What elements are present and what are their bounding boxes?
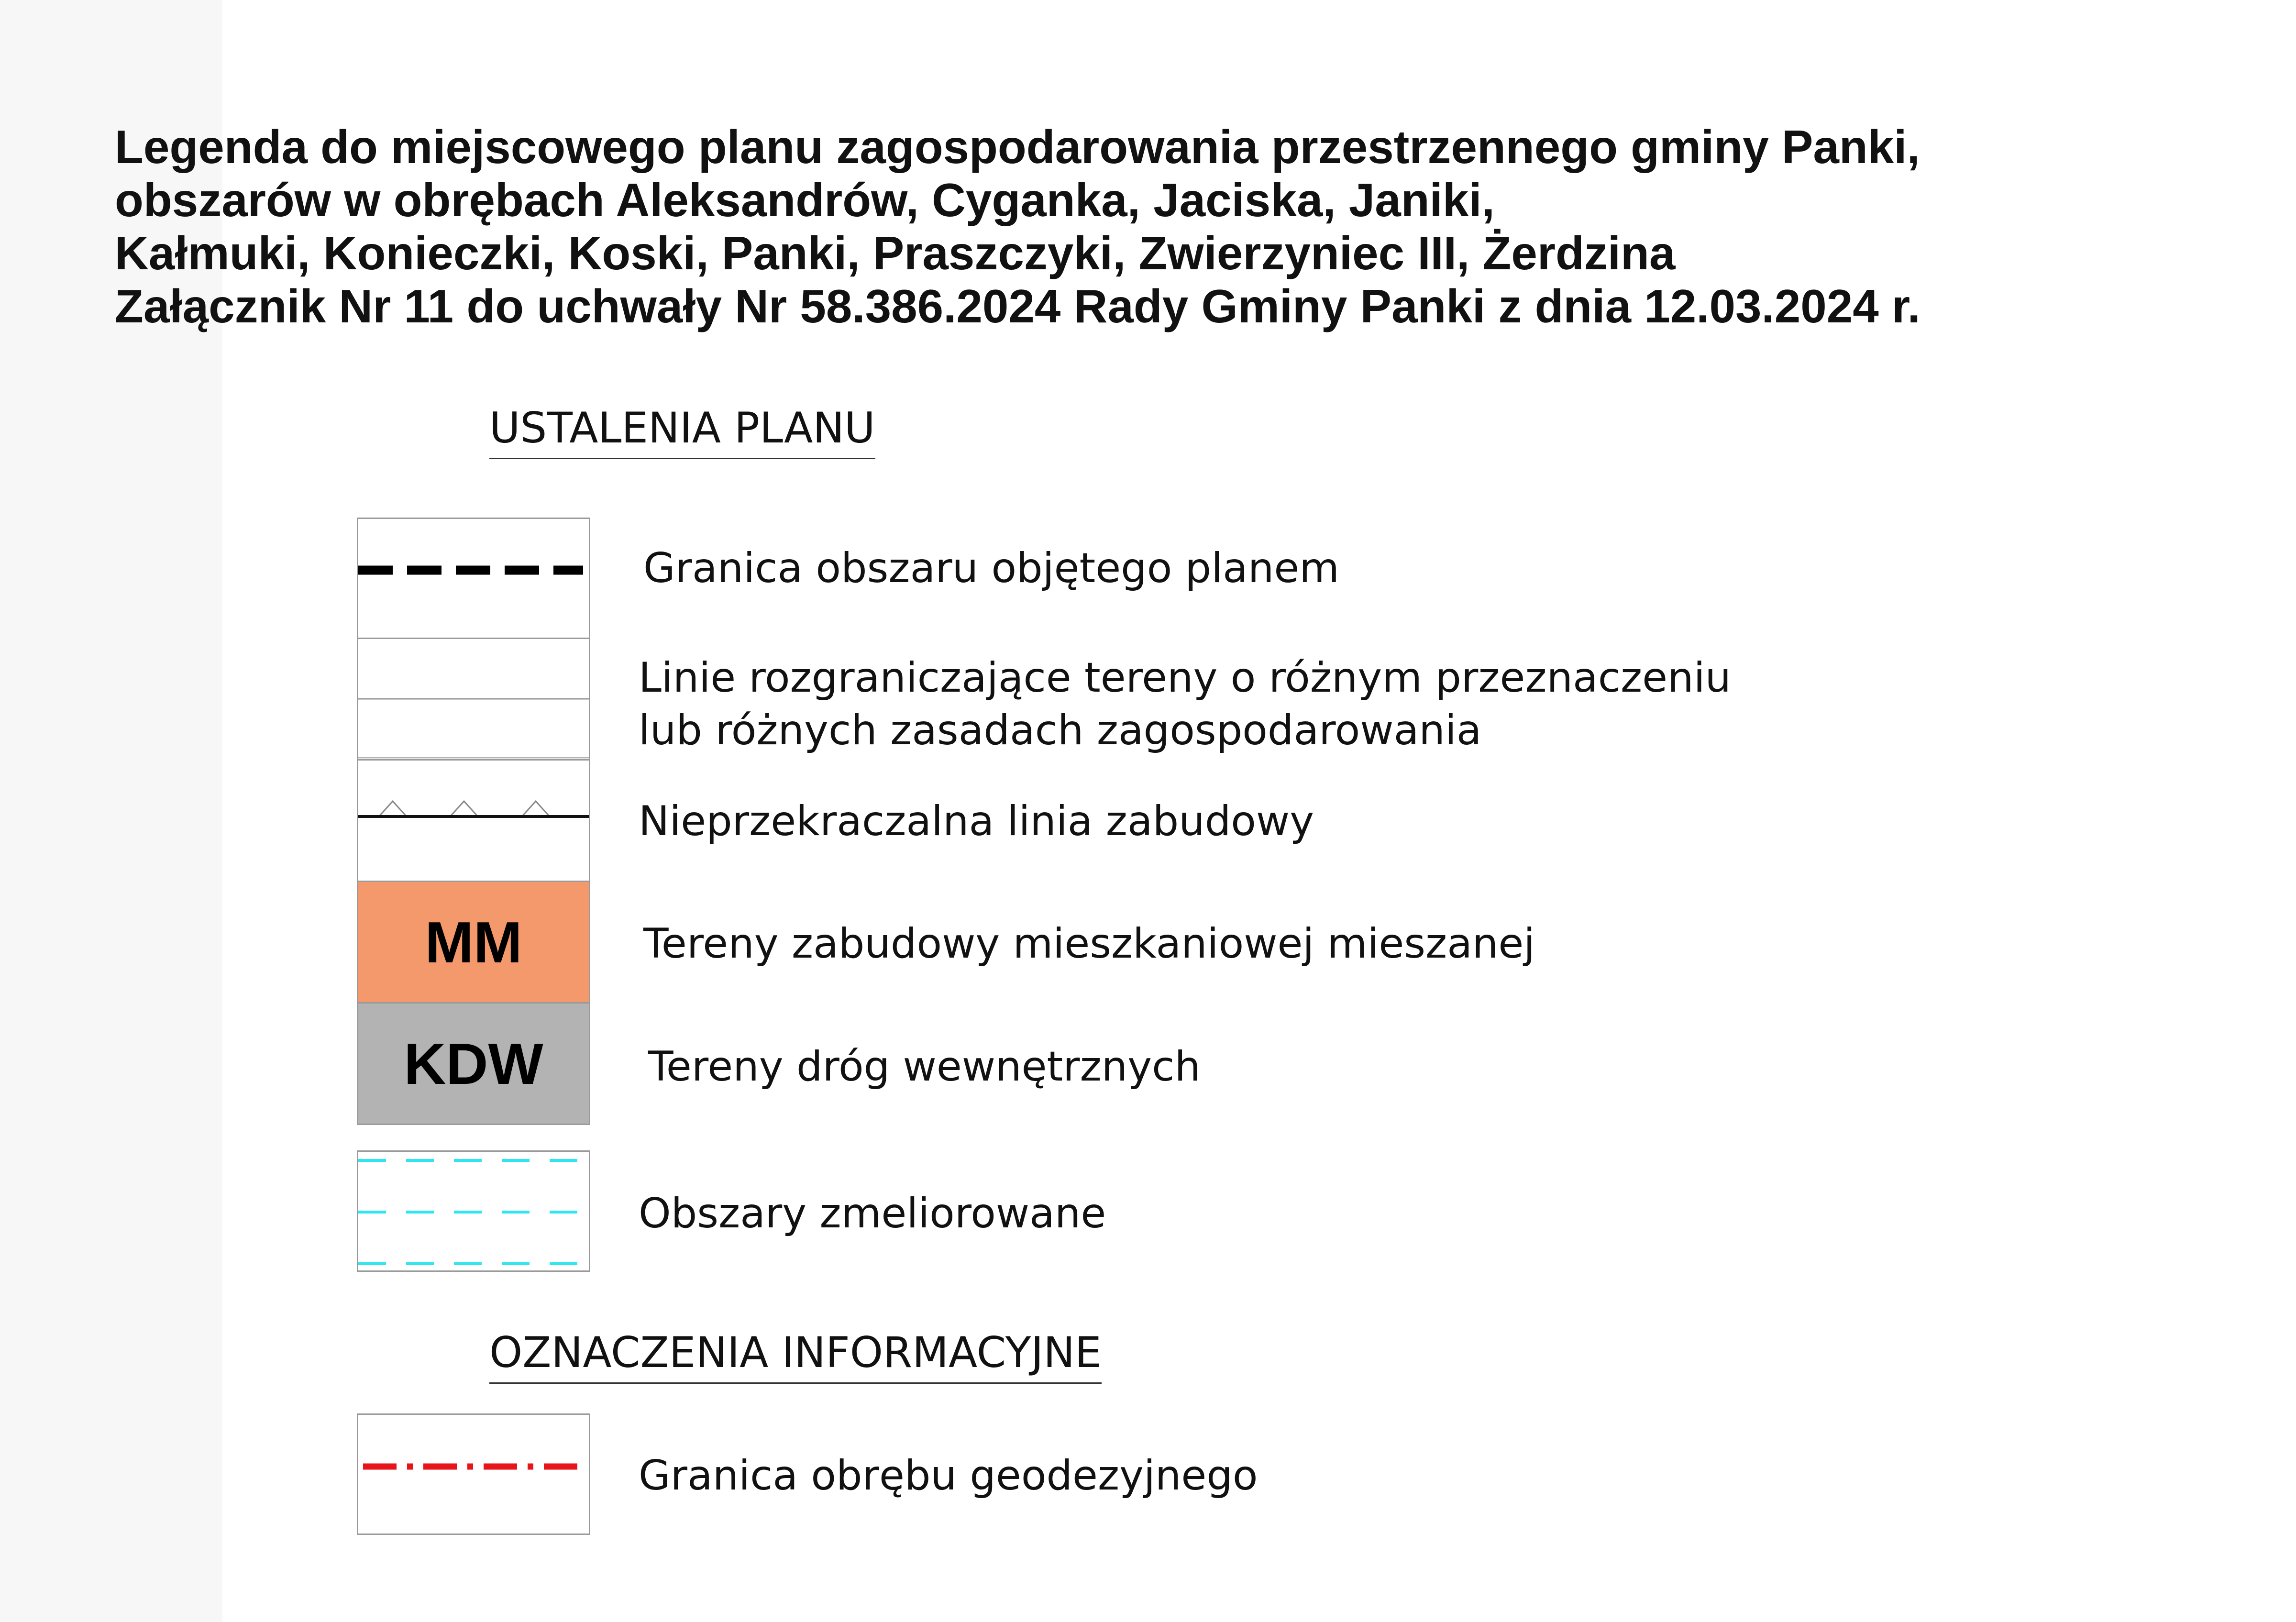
title-line-4: Załącznik Nr 11 do uchwały Nr 58.386.2024 Rady Gminy Panki z dnia 12.03.2024 r. — [115, 280, 1921, 332]
legend-label-kdw: Tereny dróg wewnętrznych — [648, 1043, 1201, 1091]
section-heading-info: OZNACZENIA INFORMACYJNE — [489, 1329, 1102, 1384]
boundary-thin-lines — [358, 639, 589, 759]
legend-symbol-building-line — [357, 761, 590, 882]
building-line-triangles — [358, 761, 589, 881]
legend-label-boundary-lines-1: Linie rozgraniczające tereny o różnym przeznaczeniu — [639, 654, 1731, 702]
legend-label-mm: Tereny zabudowy mieszkaniowej mieszanej — [643, 920, 1535, 968]
geodetic-boundary-dash-dot-line — [358, 1415, 589, 1534]
drained-areas-cyan-dashes — [358, 1152, 589, 1270]
legend-label-building-line: Nieprzekraczalna linia zabudowy — [639, 797, 1314, 845]
section-heading-plan: USTALENIA PLANU — [489, 404, 875, 459]
legend-symbol-boundary-lines — [357, 639, 590, 761]
legend-symbol-mm — [357, 882, 590, 1004]
mm-code-label: MM — [425, 909, 522, 975]
kdw-code-label: KDW — [404, 1031, 543, 1096]
title-line-2: obszarów w obrębach Aleksandrów, Cyganka, Jaciska, Janiki, — [115, 174, 1495, 226]
legend-symbol-kdw — [357, 1004, 590, 1125]
title-line-3: Kałmuki, Konieczki, Koski, Panki, Praszczyki, Zwierzyniec III, Żerdzina — [115, 227, 1676, 279]
legend-symbol-plan-boundary — [357, 518, 590, 639]
document-title — [115, 121, 2258, 333]
legend-symbol-geodetic-boundary — [357, 1413, 590, 1535]
legend-label-boundary-lines-2: lub różnych zasadach zagospodarowania — [639, 706, 1482, 754]
legend-label-plan-boundary: Granica obszaru objętego planem — [643, 544, 1340, 592]
legend-symbol-drained-areas — [357, 1150, 590, 1272]
legend-label-drained-areas: Obszary zmeliorowane — [639, 1190, 1106, 1237]
title-line-1: Legenda do miejscowego planu zagospodarowania przestrzennego gminy Panki, — [115, 121, 1920, 173]
plan-boundary-dashed-line — [358, 519, 589, 638]
legend-label-geodetic-boundary: Granica obrębu geodezyjnego — [639, 1452, 1258, 1500]
